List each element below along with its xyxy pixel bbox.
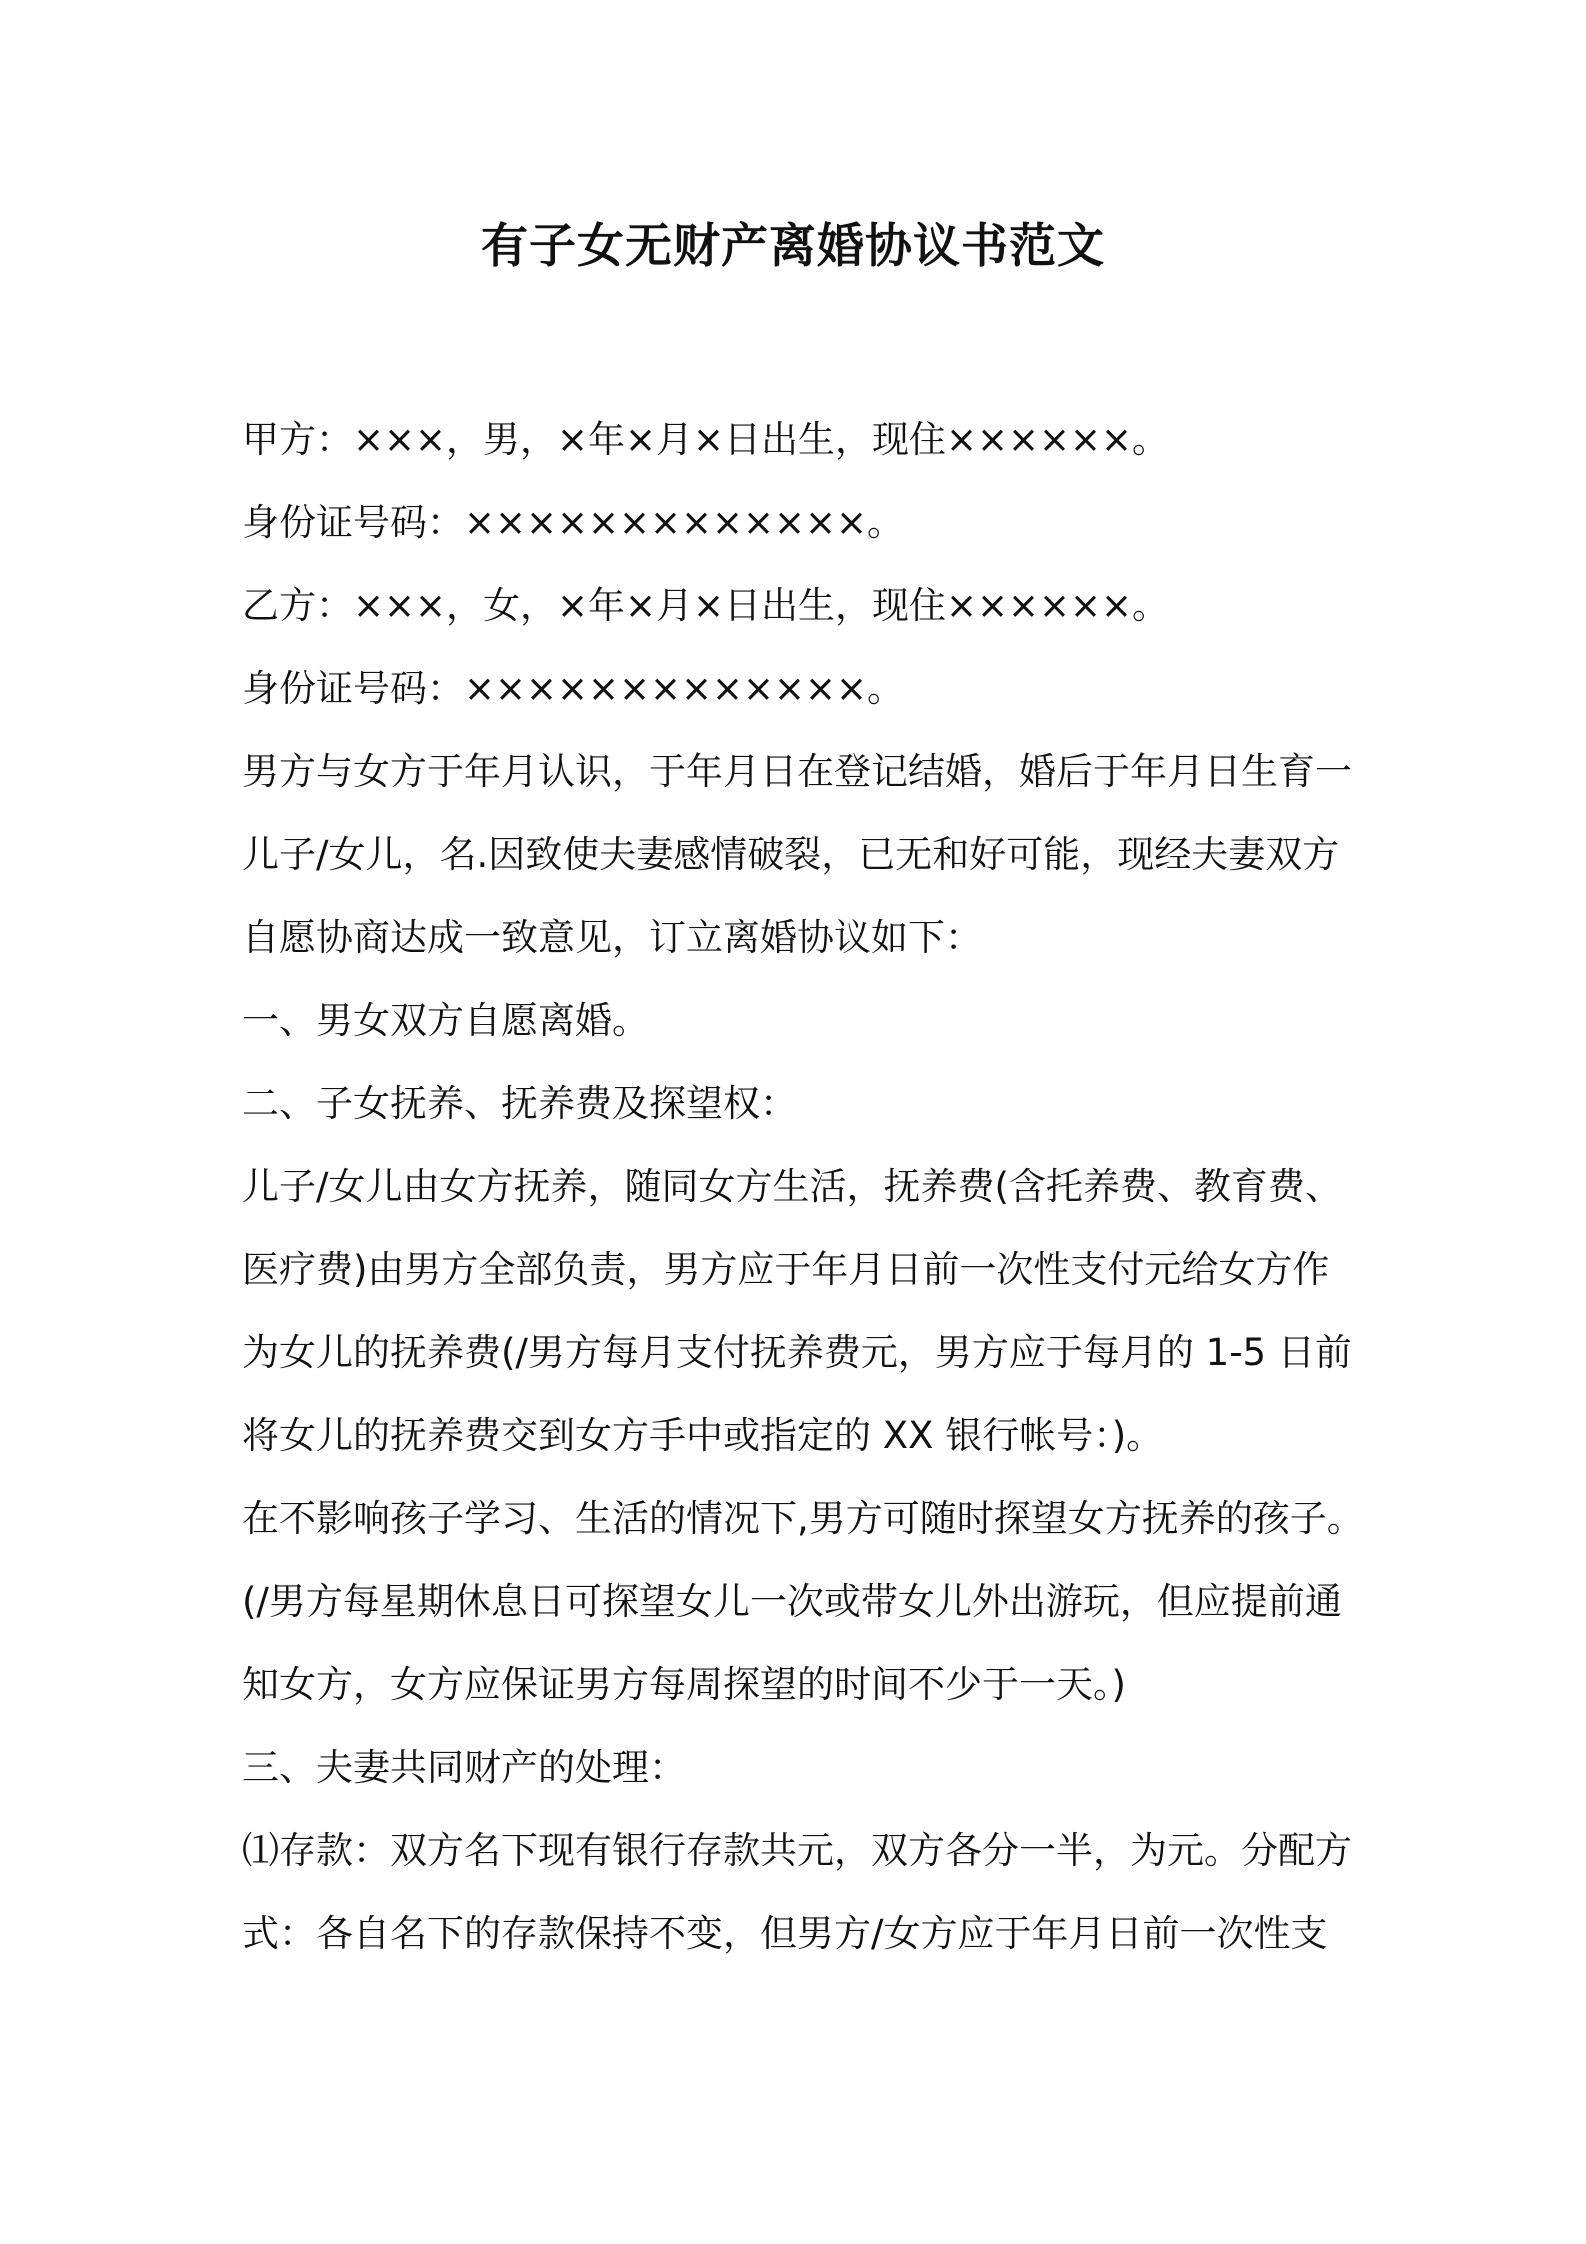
visitation-paragraph-line: 知女方，女方应保证男方每周探望的时间不少于一天。)	[242, 1663, 1126, 1706]
section-two-heading: 二、子女抚养、抚养费及探望权：	[242, 1082, 797, 1125]
visitation-paragraph-line: (/男方每星期休息日可探望女儿一次或带女儿外出游玩，但应提前通	[242, 1580, 1342, 1623]
party-a-line: 甲方：×××，男，×年×月×日出生，现住××××××。	[242, 418, 1170, 461]
intro-paragraph-line: 男方与女方于年月认识，于年月日在登记结婚，婚后于年月日生育一	[242, 750, 1352, 793]
document-title: 有子女无财产离婚协议书范文	[481, 219, 1105, 274]
document-body	[242, 398, 1364, 1975]
intro-paragraph-line: 自愿协商达成一致意见，订立离婚协议如下：	[242, 916, 982, 959]
intro-paragraph-line: 儿子/女儿，名.因致使夫妻感情破裂，已无和好可能，现经夫妻双方	[242, 833, 1340, 876]
deposit-paragraph-line: 式：各自名下的存款保持不变，但男方/女方应于年月日前一次性支	[242, 1912, 1328, 1955]
custody-paragraph-line: 将女儿的抚养费交到女方手中或指定的 XX 银行帐号：)。	[242, 1414, 1164, 1457]
party-b-line: 乙方：×××，女，×年×月×日出生，现住××××××。	[242, 584, 1170, 627]
visitation-paragraph-line: 在不影响孩子学习、生活的情况下,男方可随时探望女方抚养的孩子。	[242, 1497, 1364, 1540]
party-a-id-line: 身份证号码：×××××××××××××。	[242, 501, 905, 544]
custody-paragraph-line: 为女儿的抚养费(/男方每月支付抚养费元，男方应于每月的 1-5 日前	[242, 1331, 1352, 1374]
deposit-paragraph-line: ⑴存款：双方名下现有银行存款共元，双方各分一半，为元。分配方	[242, 1829, 1352, 1872]
custody-paragraph-line: 儿子/女儿由女方抚养，随同女方生活，抚养费(含托养费、教育费、	[242, 1165, 1342, 1208]
party-b-id-line: 身份证号码：×××××××××××××。	[242, 667, 905, 710]
section-three-heading: 三、夫妻共同财产的处理：	[242, 1746, 686, 1789]
custody-paragraph-line: 医疗费)由男方全部负责，男方应于年月日前一次性支付元给女方作	[242, 1248, 1330, 1291]
section-one-heading: 一、男女双方自愿离婚。	[242, 999, 649, 1042]
